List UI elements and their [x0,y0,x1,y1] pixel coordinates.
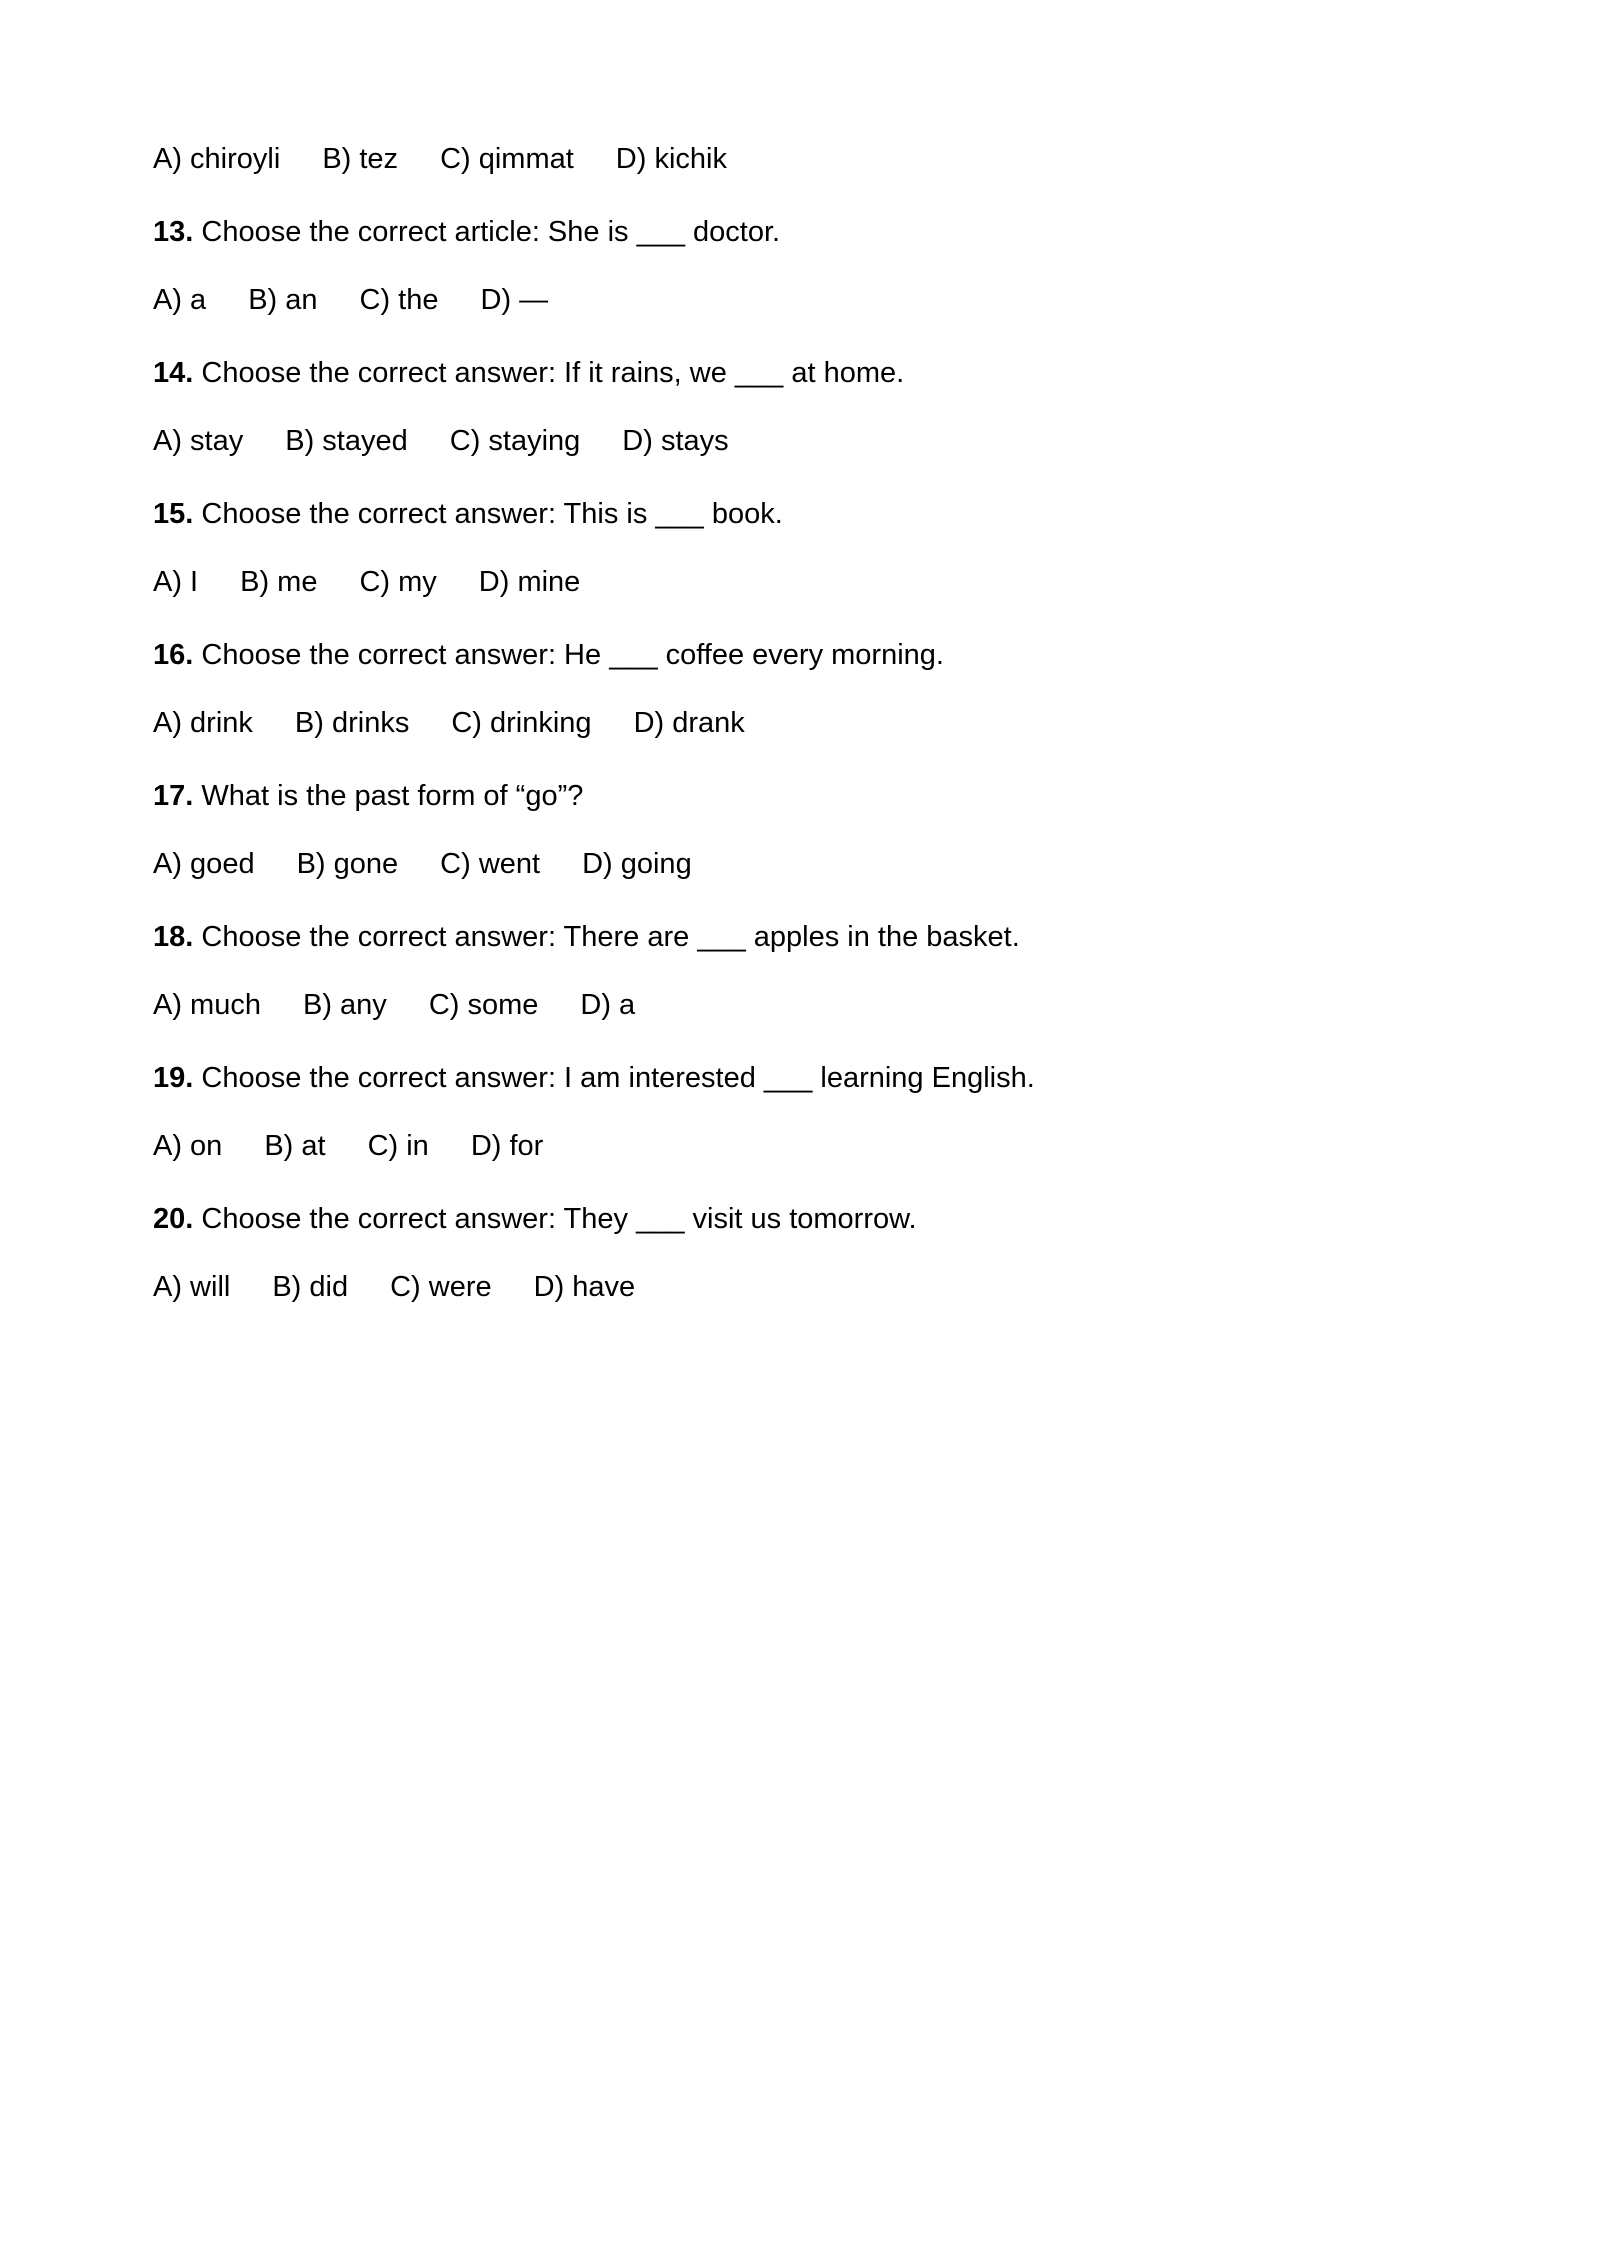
question-15 [153,489,1453,539]
question-18 [153,912,1453,962]
option-a: A) will [153,1271,231,1303]
option-a: A) goed [153,848,255,880]
option-b: B) tez [322,143,399,175]
option-a: A) a [153,284,207,316]
question-text: Choose the correct answer: There are ___ apples in the basket. [201,921,1020,953]
option-d: D) going [582,848,692,880]
question-number: 15. [153,498,194,530]
question-text: Choose the correct answer: They ___ visit us tomorrow. [201,1203,917,1235]
options-row-19 [153,1121,1453,1171]
option-c: C) some [428,989,539,1021]
option-c: C) drinking [451,707,592,739]
question-13 [153,207,1453,257]
option-d: D) for [470,1130,544,1162]
option-a: A) on [153,1130,223,1162]
option-a: A) I [153,566,199,598]
question-text: Choose the correct answer: I am interested ___ learning English. [201,1062,1035,1094]
question-text: Choose the correct answer: He ___ coffee every morning. [201,639,944,671]
option-d: D) mine [478,566,581,598]
question-number: 16. [153,639,194,671]
option-d: D) drank [633,707,745,739]
option-d: D) stays [622,425,729,457]
question-text: Choose the correct answer: This is ___ book. [201,498,783,530]
option-a: A) chiroyli [153,143,281,175]
question-number: 19. [153,1062,194,1094]
option-b: B) drinks [294,707,410,739]
question-17 [153,771,1453,821]
option-a: A) much [153,989,261,1021]
question-20 [153,1194,1453,1244]
option-c: C) staying [449,425,581,457]
option-b: B) did [272,1271,349,1303]
options-row-16 [153,698,1453,748]
question-number: 20. [153,1203,194,1235]
option-d: D) a [580,989,636,1021]
options-row-13 [153,275,1453,325]
option-c: C) my [359,566,437,598]
question-16 [153,630,1453,680]
option-b: B) any [302,989,387,1021]
option-d: D) kichik [615,143,727,175]
question-text: What is the past form of “go”? [201,780,584,812]
options-row-12 [153,134,1453,184]
option-b: B) gone [296,848,399,880]
option-d: D) — [480,284,549,316]
option-a: A) drink [153,707,253,739]
question-14 [153,348,1453,398]
option-b: B) me [240,566,318,598]
option-b: B) stayed [285,425,408,457]
option-b: B) at [264,1130,326,1162]
option-c: C) the [359,284,439,316]
worksheet-page [153,134,1453,1335]
option-c: C) in [367,1130,429,1162]
question-number: 18. [153,921,194,953]
option-d: D) have [533,1271,636,1303]
question-number: 17. [153,780,194,812]
question-text: Choose the correct article: She is ___ doctor. [201,216,781,248]
question-number: 13. [153,216,194,248]
options-row-15 [153,557,1453,607]
option-b: B) an [248,284,318,316]
options-row-18 [153,980,1453,1030]
question-text: Choose the correct answer: If it rains, we ___ at home. [201,357,905,389]
question-19 [153,1053,1453,1103]
options-row-20 [153,1262,1453,1312]
options-row-17 [153,839,1453,889]
option-a: A) stay [153,425,244,457]
question-number: 14. [153,357,194,389]
option-c: C) were [390,1271,492,1303]
option-c: C) went [440,848,541,880]
option-c: C) qimmat [440,143,574,175]
options-row-14 [153,416,1453,466]
